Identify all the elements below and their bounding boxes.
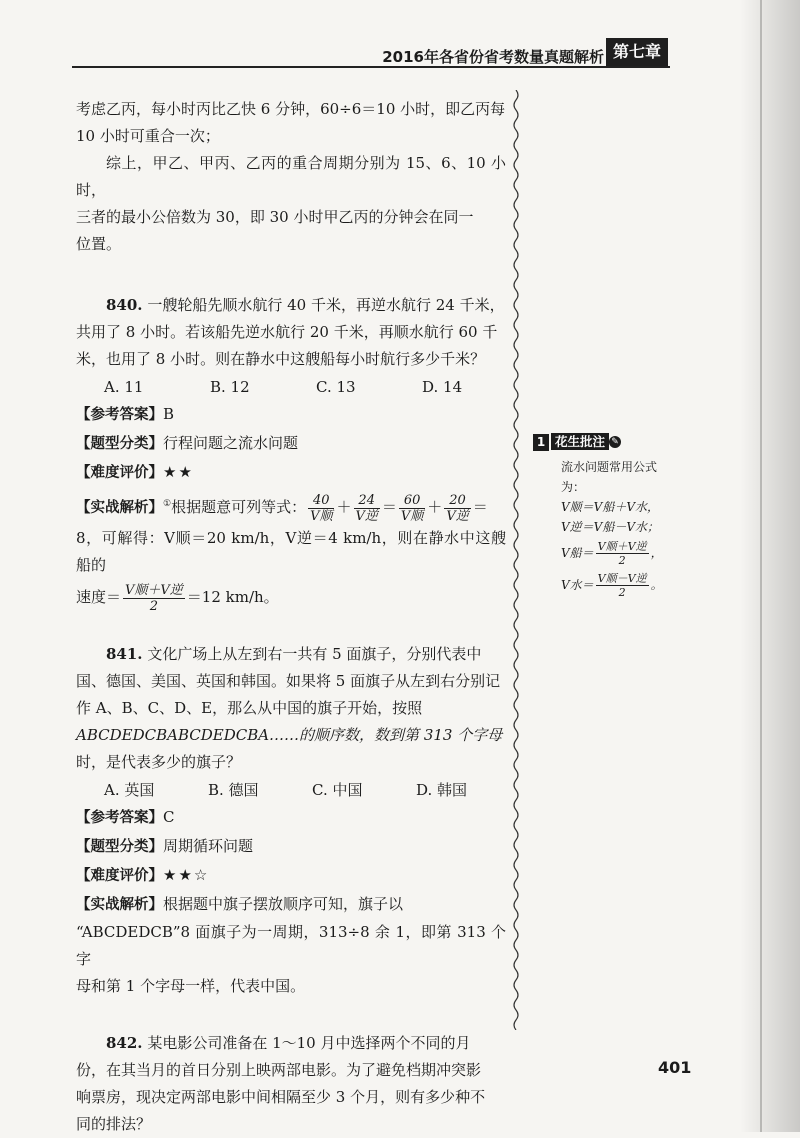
option-b: B. 德国 bbox=[208, 781, 259, 799]
intro-line: 10 小时可重合一次； bbox=[76, 127, 220, 145]
main-column bbox=[76, 96, 506, 1138]
note-intro: 流水问题常用公式为： bbox=[561, 460, 658, 494]
question-line: 一艘轮船先顺水航行 40 千米，再逆水航行 24 千米， bbox=[147, 296, 505, 314]
question-line: 共用了 8 小时。若该船先逆水航行 20 千米，再顺水航行 60 千 bbox=[76, 323, 498, 341]
option-a: A. 11 bbox=[104, 378, 144, 396]
margin-note bbox=[533, 431, 673, 601]
note-body bbox=[561, 457, 673, 601]
note-fragment: 。 bbox=[650, 578, 663, 592]
type-value: 周期循环问题 bbox=[163, 837, 254, 855]
analysis-text bbox=[76, 579, 506, 615]
fraction: $\frac{\text{V顺－V逆}}{2}$ bbox=[597, 572, 647, 599]
header-title: 2016年各省份省考数量真题解析 bbox=[382, 48, 604, 66]
note-header bbox=[533, 431, 673, 451]
page-fold-line bbox=[760, 0, 762, 1132]
question-number: 841. bbox=[106, 645, 143, 663]
question-text bbox=[76, 292, 506, 319]
question-line: 米，也用了 8 小时。则在静水中这艘船每小时航行多少千米？ bbox=[76, 350, 486, 368]
question-line: 时，是代表多少的旗子？ bbox=[76, 753, 242, 771]
answer-row bbox=[76, 400, 506, 429]
fraction: $\frac{40}{\text{V顺}}$ bbox=[310, 492, 333, 524]
note-formula bbox=[561, 569, 673, 601]
question-number: 840. bbox=[106, 296, 143, 314]
analysis-text: 根据题中旗子摆放顺序可知，旗子以 bbox=[163, 895, 404, 913]
option-c: C. 中国 bbox=[312, 781, 363, 799]
question-line: 国、德国、美国、英国和韩国。如果将 5 面旗子从左到右分别记 bbox=[76, 672, 501, 690]
question-number: 842. bbox=[106, 1034, 143, 1052]
question-text bbox=[76, 641, 506, 668]
fraction: $\frac{20}{\text{V逆}}$ bbox=[446, 492, 469, 524]
fraction: $\frac{\text{V顺＋V逆}}{2}$ bbox=[597, 540, 647, 567]
analysis-row: 【实战解析】①根据题意可列等式： $\frac{40}{\text{V顺}}$ ＋ $\frac{24}{\text{V逆}}$ ＝ $\frac{60}{\text{V顺}}$ ＋ $\frac{20}{\text{V逆}}$ ＝ bbox=[76, 492, 488, 524]
difficulty-row bbox=[76, 458, 506, 487]
intro-line: 综上，甲乙、甲丙、乙丙的重合周期分别为 15、6、10 小时， bbox=[76, 154, 506, 199]
question-line: 份，在其当月的首日分别上映两部电影。为了避免档期冲突影 bbox=[76, 1061, 482, 1079]
analysis-label: 【实战解析】 bbox=[76, 500, 163, 516]
column-divider bbox=[512, 90, 520, 1030]
analysis-text: “ABCDEDCB”8 面旗子为一周期，313÷8 余 1，即第 313 个字 bbox=[76, 923, 506, 968]
note-fragment: V水＝ bbox=[561, 578, 594, 592]
question-text bbox=[76, 1030, 506, 1057]
note-title: 花生批注 bbox=[551, 433, 609, 450]
question-840 bbox=[76, 292, 506, 615]
options-row bbox=[76, 777, 506, 803]
analysis-row bbox=[76, 890, 506, 919]
difficulty-label: 【难度评价】 bbox=[76, 465, 163, 481]
analysis-fragment: ＝12 km/h。 bbox=[186, 588, 279, 606]
option-d: D. 14 bbox=[422, 378, 463, 396]
type-label: 【题型分类】 bbox=[76, 839, 163, 855]
difficulty-row bbox=[76, 861, 506, 890]
answer-label: 【参考答案】 bbox=[76, 407, 163, 423]
page-number: 401 bbox=[658, 1058, 692, 1077]
analysis-label: 【实战解析】 bbox=[76, 897, 163, 913]
type-row bbox=[76, 429, 506, 458]
analysis-text: 8，可解得：V顺＝20 km/h，V逆＝4 km/h，则在静水中这艘船的 bbox=[76, 529, 506, 574]
question-line: 作 A、B、C、D、E，那么从中国的旗子开始，按照 bbox=[76, 699, 423, 717]
answer-label: 【参考答案】 bbox=[76, 810, 163, 826]
running-header bbox=[0, 38, 800, 70]
intro-line: 三者的最小公倍数为 30，即 30 小时甲乙丙的分钟会在同一 bbox=[76, 208, 474, 226]
question-line: 文化广场上从左到右一共有 5 面旗子，分别代表中 bbox=[147, 645, 482, 663]
note-formula bbox=[561, 537, 673, 569]
question-842 bbox=[76, 1030, 506, 1138]
answer-row bbox=[76, 803, 506, 832]
fraction: $\frac{60}{\text{V顺}}$ bbox=[400, 492, 424, 524]
question-line: 同的排法？ bbox=[76, 1115, 152, 1133]
question-line: ABCDEDCBABCDEDCBA……的顺序数，数到第 313 个字母 bbox=[76, 726, 503, 744]
answer-value: B bbox=[163, 405, 175, 423]
option-a: A. 英国 bbox=[104, 781, 155, 799]
chapter-tab: 第七章 bbox=[606, 38, 668, 66]
type-value: 行程问题之流水问题 bbox=[163, 434, 299, 452]
fraction: $\frac{\text{V顺＋V逆}}{2}$ bbox=[125, 582, 183, 614]
note-fragment: V船＝ bbox=[561, 546, 594, 560]
page-edge-shadow bbox=[740, 0, 800, 1132]
footnote-marker: ① bbox=[163, 499, 172, 509]
question-841 bbox=[76, 641, 506, 1000]
intro-line: 位置。 bbox=[76, 235, 122, 253]
options-row bbox=[76, 374, 506, 400]
option-d: D. 韩国 bbox=[416, 781, 468, 799]
type-label: 【题型分类】 bbox=[76, 436, 163, 452]
analysis-text: 母和第 1 个字母一样，代表中国。 bbox=[76, 977, 306, 995]
answer-value: C bbox=[163, 808, 175, 826]
question-line: 响票房，现决定两部电影中间相隔至少 3 个月，则有多少种不 bbox=[76, 1088, 486, 1106]
option-b: B. 12 bbox=[210, 378, 250, 396]
analysis-fragment: 速度＝ bbox=[76, 588, 122, 606]
difficulty-stars: ★★ bbox=[163, 463, 194, 481]
question-line: 某电影公司准备在 1～10 月中选择两个不同的月 bbox=[147, 1034, 471, 1052]
difficulty-stars: ★★☆ bbox=[163, 866, 210, 884]
difficulty-label: 【难度评价】 bbox=[76, 868, 163, 884]
note-formula: V逆＝V船－V水； bbox=[561, 520, 659, 534]
peanut-icon: ✎ bbox=[609, 436, 621, 448]
option-c: C. 13 bbox=[316, 378, 356, 396]
type-row bbox=[76, 832, 506, 861]
fraction: $\frac{24}{\text{V逆}}$ bbox=[355, 492, 378, 524]
analysis-text: 根据题意可列等式： bbox=[171, 498, 307, 516]
note-fragment: ， bbox=[650, 546, 663, 560]
note-formula: V顺＝V船＋V水， bbox=[561, 500, 659, 514]
intro-line: 考虑乙丙，每小时丙比乙快 6 分钟，60÷6＝10 小时，即乙丙每 bbox=[76, 100, 506, 118]
note-badge: 1 bbox=[533, 434, 549, 451]
